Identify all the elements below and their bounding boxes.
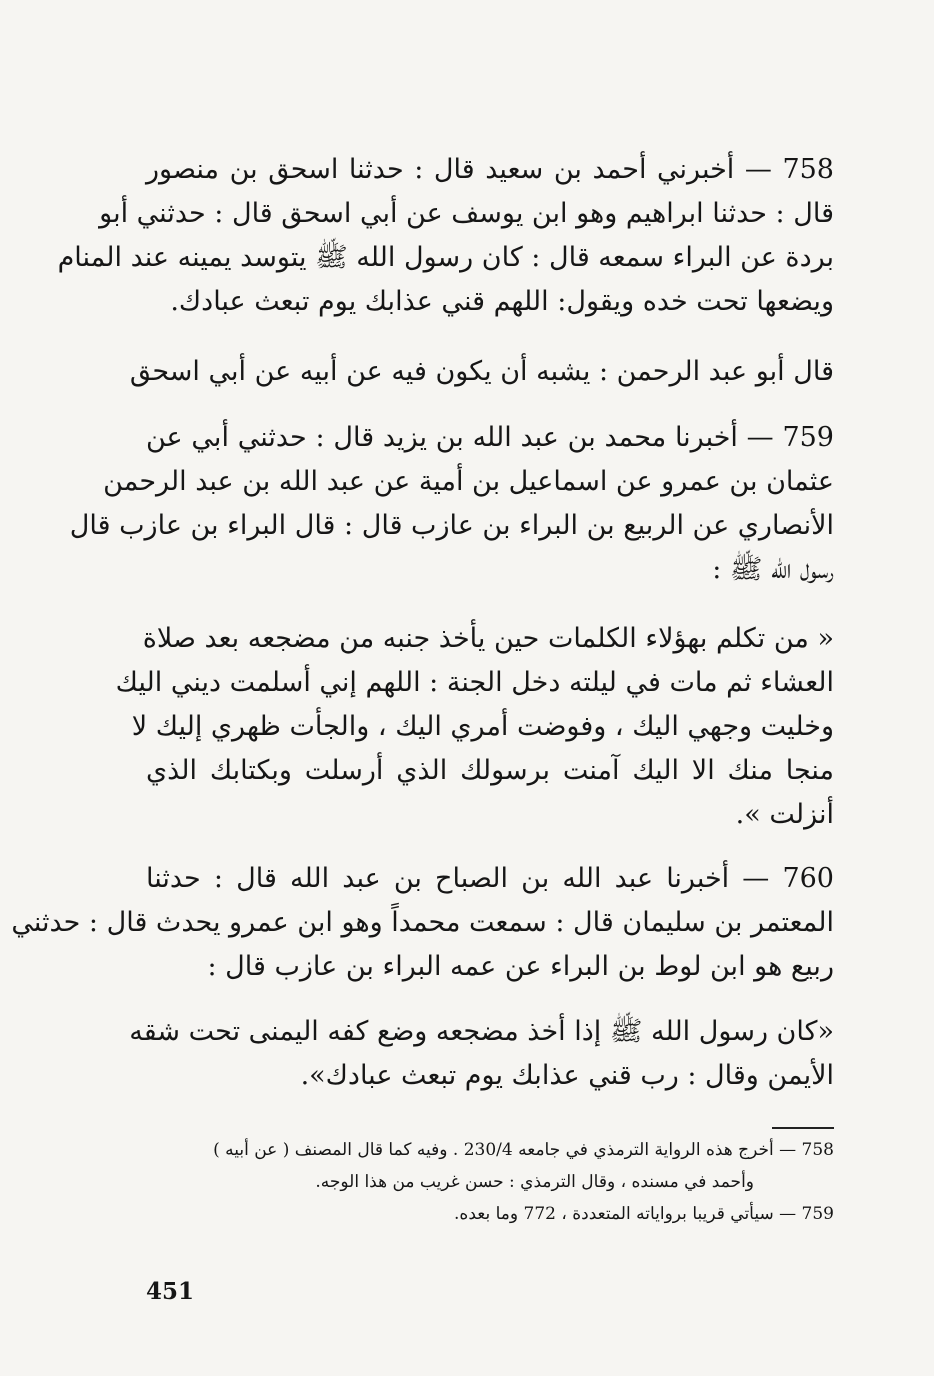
hadith-760 [11,857,834,989]
text-line: 759 — أخبرنا محمد بن عبد الله بن يزيد قال : حدثني أبي عن [146,422,834,453]
hadith-759 [69,416,834,592]
text-line: بردة عن البراء سمعه قال : كان رسول الله ﷺ يتوسد يمينه عند المنام [57,242,834,273]
page-number: 451 [146,1278,195,1305]
text-line: وخليت وجهي اليك ، وفوضت أمري اليك ، والجأت ظهري إليك لا [131,711,834,742]
text-line: أنزلت ». [735,799,834,830]
footnote-line: 759 — سيأتي قريبا برواياته المتعددة ، 772 وما بعده. [454,1204,834,1224]
text-line: الأيمن وقال : رب قني عذابك يوم تبعث عبادك». [300,1060,834,1091]
text-line: الأنصاري عن الربيع بن البراء بن عازب قال : قال البراء بن عازب قال [69,510,834,541]
text-line: قال : حدثنا ابراهيم وهو ابن يوسف عن أبي اسحق قال : حدثني أبو [99,198,834,229]
footnote-separator [772,1127,834,1129]
text-line: قال أبو عبد الرحمن : يشبه أن يكون فيه عن أبيه عن أبي اسحق [129,356,834,387]
note-abu-abd-al-rahman [129,350,834,394]
text-line: عثمان بن عمرو عن اسماعيل بن أمية عن عبد الله بن عبد الرحمن [103,466,834,497]
text-line: « من تكلم بهؤلاء الكلمات حين يأخذ جنبه من مضجعه بعد صلاة [142,623,834,654]
hadith-758 [57,148,834,324]
text-line: 758 — أخبرني أحمد بن سعيد قال : حدثنا اسحق بن منصور [146,154,834,185]
text-line: 760 — أخبرنا عبد الله بن الصباح بن عبد الله قال : حدثنا [146,863,834,894]
footnotes [146,1134,834,1230]
text-line: المعتمر بن سليمان قال : سمعت محمداً وهو ابن عمرو يحدث قال : حدثني [11,907,834,938]
text-line: «كان رسول الله ﷺ إذا أخذ مضجعه وضع كفه اليمنى تحت شقه [129,1016,834,1047]
text-line: رسول الله ﷺ : [712,554,834,585]
text-line: ويضعها تحت خده ويقول: اللهم قني عذابك يوم تبعث عبادك. [170,286,834,317]
footnote-line: 758 — أخرج هذه الرواية الترمذي في جامعه 230/4 . وفيه كما قال المصنف ( عن أبيه ) [213,1140,834,1160]
quote-760 [129,1010,834,1098]
text-line: ربيع هو ابن لوط بن البراء عن عمه البراء بن عازب قال : [207,951,834,982]
footnote-line: وأحمد في مسنده ، وقال الترمذي : حسن غريب من هذا الوجه. [315,1172,754,1192]
text-line: العشاء ثم مات في ليلته دخل الجنة : اللهم إني أسلمت ديني اليك [115,667,834,698]
quote-759 [115,617,834,837]
text-line: منجا منك الا اليك آمنت برسولك الذي أرسلت وبكتابك الذي [146,755,834,786]
